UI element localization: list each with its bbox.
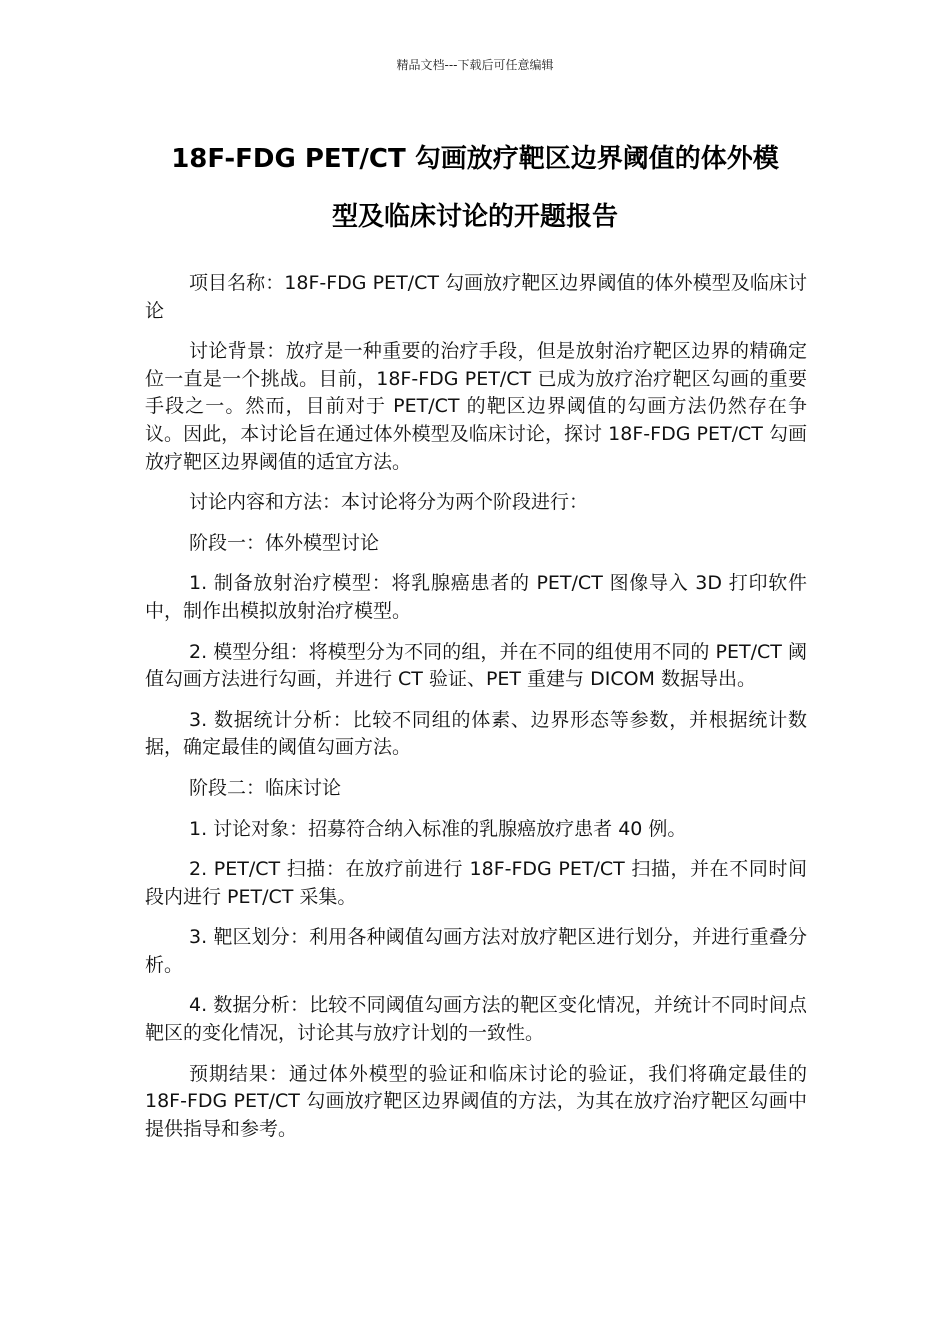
title-line-1: 18F-FDG PET/CT 勾画放疗靶区边界阈值的体外模 bbox=[171, 144, 779, 174]
paragraph-stage-one-heading: 阶段一：体外模型讨论 bbox=[189, 531, 380, 554]
paragraph-stage-one-item-2: 2. 模型分组：将模型分为不同的组，并在不同的组使用不同的 PET/CT 阈值勾画方法进行勾画，并进行 CT 验证、PET 重建与 DICOM 数据导出。 bbox=[145, 640, 807, 691]
paragraph-stage-one-item-1: 1. 制备放射治疗模型：将乳腺癌患者的 PET/CT 图像导入 3D 打印软件中，制作出模拟放射治疗模型。 bbox=[145, 572, 807, 622]
paragraph-project-name: 项目名称：18F-FDG PET/CT 勾画放疗靶区边界阈值的体外模型及临床讨论 bbox=[145, 272, 807, 322]
paragraph-stage-two-heading: 阶段二：临床讨论 bbox=[189, 776, 342, 799]
paragraph-stage-one-item-3: 3. 数据统计分析：比较不同组的体素、边界形态等参数，并根据统计数据，确定最佳的阈值勾画方法。 bbox=[145, 708, 807, 759]
paragraph-content-methods: 讨论内容和方法：本讨论将分为两个阶段进行： bbox=[189, 491, 589, 514]
paragraph-background: 讨论背景：放疗是一种重要的治疗手段，但是放射治疗靶区边界的精确定位一直是一个挑战。目前，18F-FDG PET/CT 已成为放疗治疗靶区勾画的重要手段之一。然而，目前对于 PET/CT 的靶区边界阈值的勾画方法仍然存在争议。因此，本讨论旨在通过体外模型及临床讨论，探讨 18F-FDG PET/CT 勾画放疗靶区边界阈值的适宜方法。 bbox=[145, 340, 807, 473]
paragraph-stage-two-item-1: 1. 讨论对象：招募符合纳入标准的乳腺癌放疗患者 40 例。 bbox=[189, 817, 687, 840]
header-note: 精品文档---下载后可任意编辑 bbox=[396, 58, 554, 72]
paragraph-stage-two-item-3: 3. 靶区划分：利用各种阈值勾画方法对放疗靶区进行划分，并进行重叠分析。 bbox=[145, 926, 807, 976]
paragraph-stage-two-item-2: 2. PET/CT 扫描：在放疗前进行 18F-FDG PET/CT 扫描，并在不同时间段内进行 PET/CT 采集。 bbox=[145, 858, 807, 908]
document-body bbox=[145, 270, 807, 1156]
paragraph-expected-results: 预期结果：通过体外模型的验证和临床讨论的验证，我们将确定最佳的 18F-FDG PET/CT 勾画放疗靶区边界阈值的方法，为其在放疗治疗靶区勾画中提供指导和参考。 bbox=[145, 1062, 807, 1140]
paragraph-stage-two-item-4: 4. 数据分析：比较不同阈值勾画方法的靶区变化情况，并统计不同时间点靶区的变化情况，讨论其与放疗计划的一致性。 bbox=[145, 994, 807, 1045]
document-title bbox=[145, 130, 805, 246]
title-line-2: 型及临床讨论的开题报告 bbox=[331, 202, 618, 232]
